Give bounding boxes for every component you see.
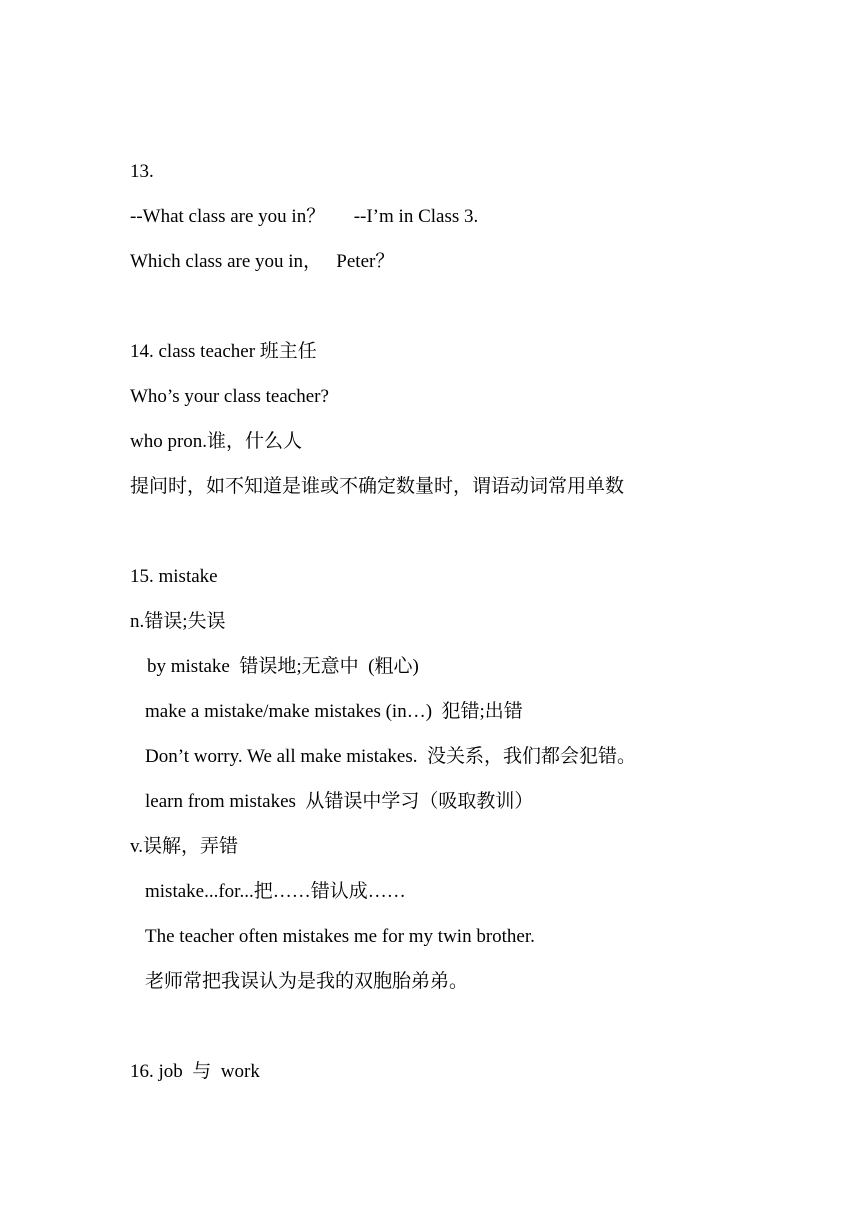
item-13-dialogue: --What class are you in？ --I’m in Class 3.	[130, 206, 479, 227]
item-15-phrase-make-mistake: make a mistake/make mistakes (in…) 犯错;出错	[145, 701, 523, 722]
item-16-heading: 16. job 与 work	[130, 1061, 260, 1082]
item-14-example: Who’s your class teacher?	[130, 386, 329, 407]
item-15-phrase-by-mistake: by mistake 错误地;无意中 (粗心)	[147, 656, 419, 677]
item-14-note: 提问时，如不知道是谁或不确定数量时，谓语动词常用单数	[130, 476, 625, 497]
item-15-heading: 15. mistake	[130, 566, 218, 587]
item-14-heading: 14. class teacher 班主任	[130, 341, 317, 362]
item-14-definition: who pron.谁，什么人	[130, 431, 303, 452]
item-15-example-dont-worry: Don’t worry. We all make mistakes. 没关系，我们都会犯错。	[145, 746, 637, 767]
item-15-example-twin-brother: The teacher often mistakes me for my twin brother.	[145, 926, 535, 947]
item-15-example-twin-brother-cn: 老师常把我误认为是我的双胞胎弟弟。	[145, 971, 469, 992]
item-13-question: Which class are you in， Peter？	[130, 251, 395, 272]
item-15-phrase-mistake-for: mistake...for...把……错认成……	[145, 881, 406, 902]
item-15-phrase-learn-from: learn from mistakes 从错误中学习（吸取教训）	[145, 791, 534, 812]
item-15-noun-definition: n.错误;失误	[130, 611, 226, 632]
item-13-number: 13.	[130, 161, 154, 182]
item-15-verb-definition: v.误解，弄错	[130, 836, 239, 857]
